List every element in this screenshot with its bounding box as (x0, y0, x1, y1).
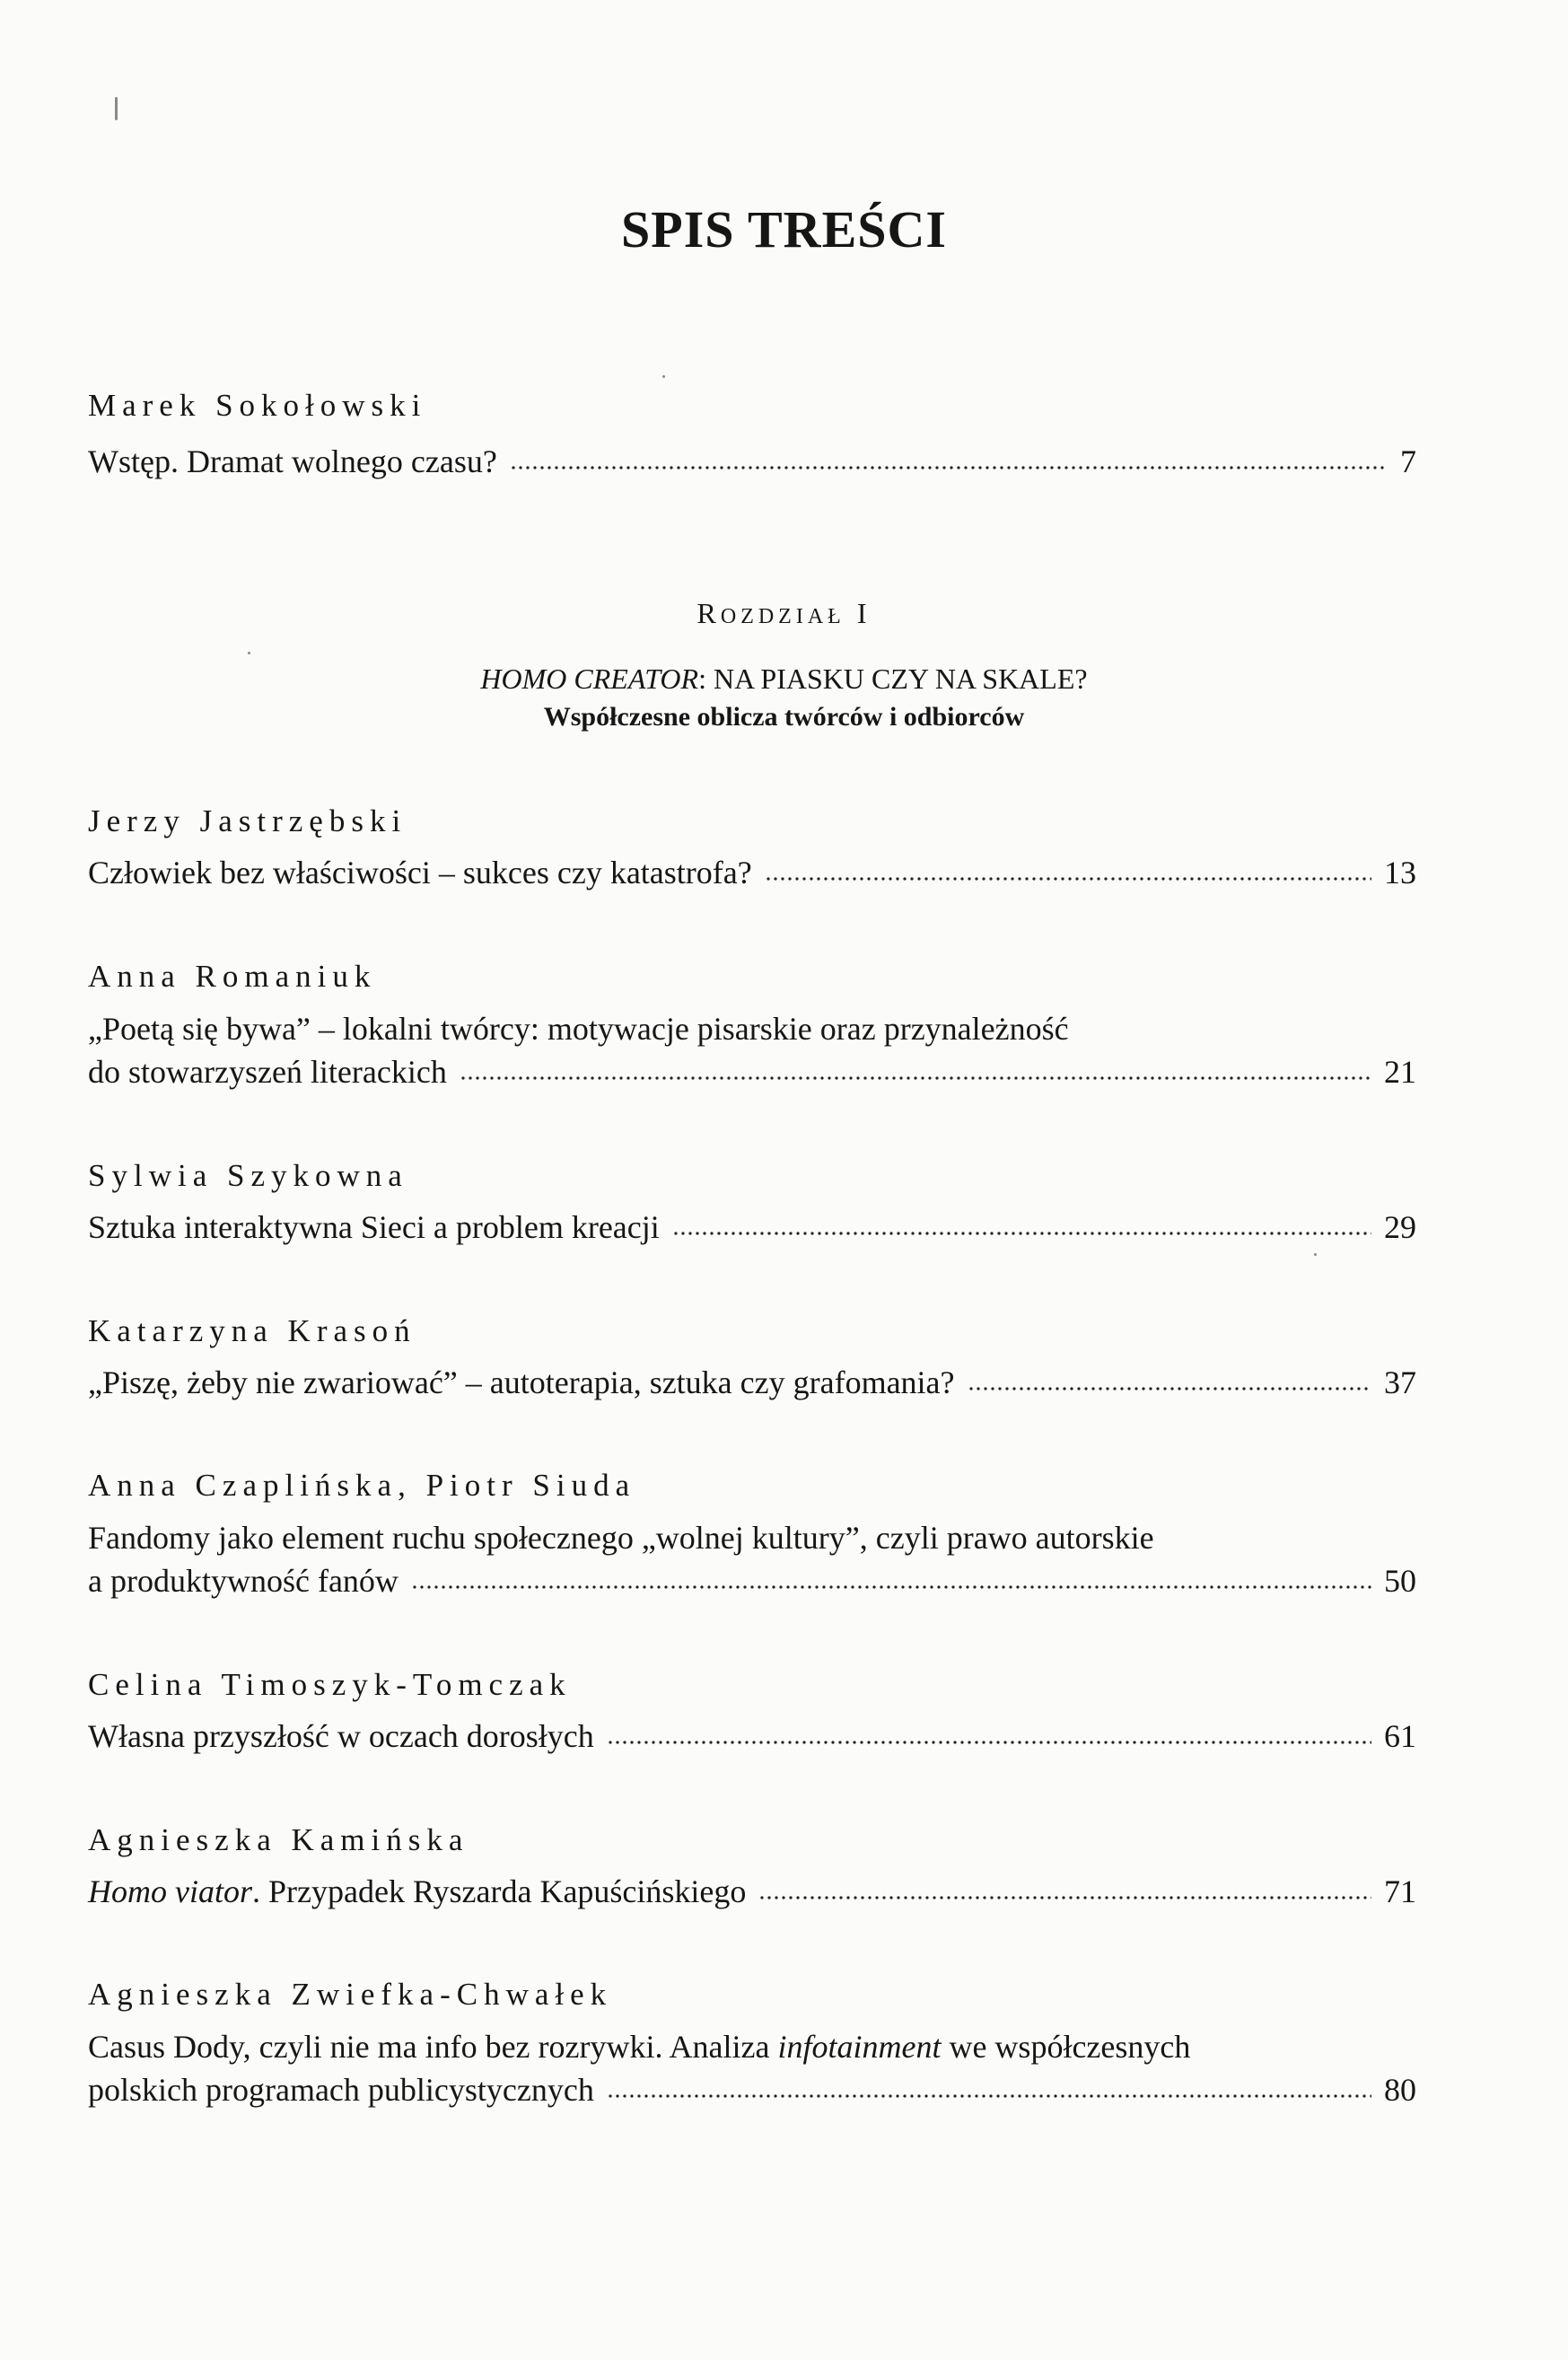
page-number: 13 (1384, 855, 1416, 890)
toc-entry[interactable] (88, 1715, 1416, 1758)
scan-speck (115, 97, 118, 120)
dot-leader (607, 2092, 1371, 2101)
entry-title: Sztuka interaktywna Sieci a problem kreacji (88, 1209, 660, 1245)
author-name: Sylwia Szykowna (88, 1158, 408, 1193)
entry-title: „Piszę, żeby nie zwariować” – autoterapia, sztuka czy grafomania? (88, 1364, 955, 1400)
author-name: Agnieszka Kamińska (88, 1822, 469, 1857)
entry-title: Własna przyszłość w oczach dorosłych (88, 1718, 594, 1754)
author-name: Marek Sokołowski (88, 388, 427, 423)
toc-entry[interactable] (88, 1050, 1416, 1093)
page-title: SPIS TREŚCI (621, 200, 947, 259)
page-number: 50 (1384, 1563, 1416, 1599)
toc-entry[interactable] (88, 1870, 1416, 1913)
scan-speck (248, 652, 250, 654)
dot-leader (968, 1384, 1371, 1393)
page-number: 21 (1384, 1054, 1416, 1090)
entry-title: Człowiek bez właściwości – sukces czy katastrofa? (88, 855, 752, 890)
toc-entry-intro[interactable] (88, 440, 1416, 483)
entry-title: polskich programach publicystycznych (88, 2072, 594, 2108)
entry-title: Wstęp. Dramat wolnego czasu? (88, 443, 497, 479)
author-name: Jerzy Jastrzębski (88, 803, 407, 838)
toc-entry[interactable] (88, 1559, 1416, 1602)
dot-leader (758, 1893, 1371, 1902)
chapter-title: HOMO CREATOR: NA PIASKU CZY NA SKALE? (480, 662, 1088, 695)
toc-entry[interactable] (88, 2068, 1416, 2111)
scan-speck (1314, 1253, 1317, 1256)
author-name: Anna Romaniuk (88, 959, 377, 994)
chapter-subtitle: Współczesne oblicza twórców i odbiorców (543, 702, 1025, 732)
dot-leader (460, 1074, 1371, 1083)
dot-leader (672, 1229, 1371, 1238)
dot-leader (607, 1738, 1371, 1747)
entry-title: Homo viator. Przypadek Ryszarda Kapuścińskiego (88, 1873, 747, 1909)
toc-entry[interactable] (88, 1206, 1416, 1249)
author-name: Agnieszka Zwiefka-Chwałek (88, 1977, 613, 2012)
page-number: 37 (1384, 1364, 1416, 1400)
entry-title-line: Casus Dody, czyli nie ma info bez rozrywki. Analiza infotainment we współczesnych (88, 2029, 1191, 2065)
dot-leader (411, 1583, 1371, 1592)
toc-entry[interactable] (88, 851, 1416, 894)
entry-title-line: Fandomy jako element ruchu społecznego „wolnej kultury”, czyli prawo autorskie (88, 1520, 1154, 1556)
entry-title-line: „Poetą się bywa” – lokalni twórcy: motywacje pisarskie oraz przynależność (88, 1011, 1069, 1047)
author-name: Celina Timoszyk-Tomczak (88, 1667, 572, 1702)
dot-leader (510, 463, 1388, 472)
page-number: 80 (1384, 2072, 1416, 2108)
author-name: Katarzyna Krasoń (88, 1313, 416, 1348)
scan-speck (662, 375, 665, 378)
toc-entry[interactable] (88, 1361, 1416, 1404)
page-number: 71 (1384, 1873, 1416, 1909)
entry-title: a produktywność fanów (88, 1563, 399, 1599)
page-number: 29 (1384, 1209, 1416, 1245)
dot-leader (765, 874, 1371, 883)
chapter-label: ROZDZIAŁ I (696, 597, 872, 629)
entry-title: do stowarzyszeń literackich (88, 1054, 447, 1090)
page-number: 61 (1384, 1718, 1416, 1754)
author-name: Anna Czaplińska, Piotr Siuda (88, 1468, 636, 1503)
page-number: 7 (1400, 443, 1416, 479)
